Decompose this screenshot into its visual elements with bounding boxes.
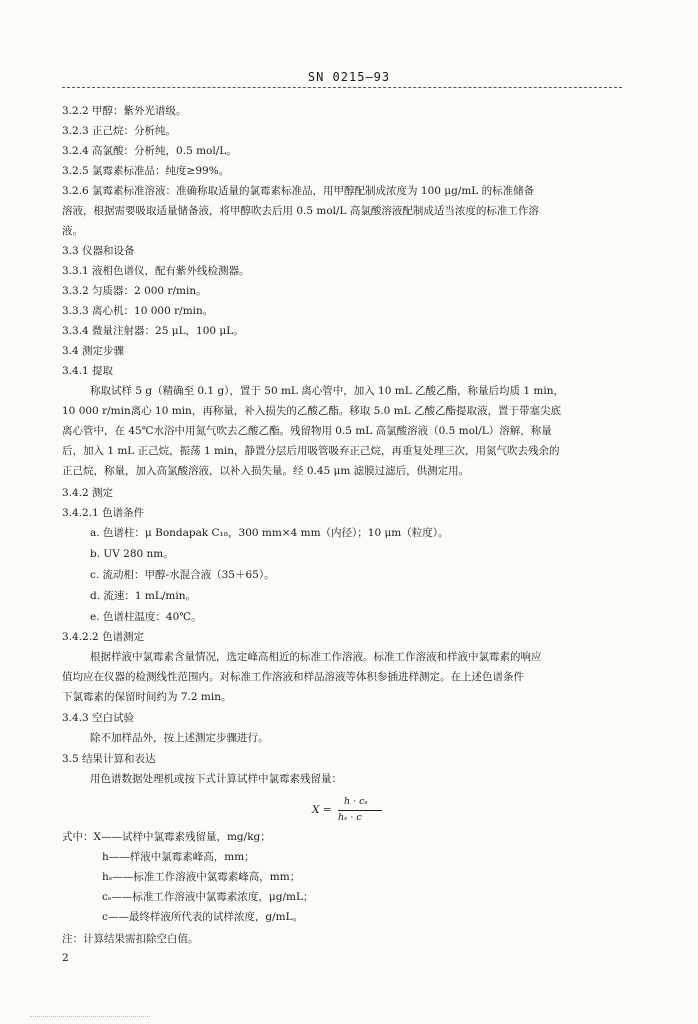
header-rule bbox=[62, 87, 622, 88]
condition-item-e: e. 色谱柱温度：40℃。 bbox=[90, 611, 202, 623]
formula-denominator: hₛ · c bbox=[338, 812, 362, 823]
clause-3-2-5: 3.2.5 氯霉素标准品：纯度≥99%。 bbox=[62, 165, 230, 177]
clause-3-2-4: 3.2.4 高氯酸：分析纯，0.5 mol/L。 bbox=[62, 145, 237, 157]
clause-3-2-3: 3.2.3 正己烷：分析纯。 bbox=[62, 125, 177, 137]
clause-3-4-3: 3.4.3 空白试验 bbox=[62, 712, 135, 724]
extraction-para-line: 离心管中，在 45℃水浴中用氮气吹去乙酸乙酯。残留物用 0.5 mL 高氯酸溶液（0.5 mol/L）溶解，称量 bbox=[62, 425, 552, 437]
symbol-definition-c: c——最终样液所代表的试样浓度，g/mL。 bbox=[102, 911, 304, 923]
page-number: 2 bbox=[62, 952, 69, 964]
extraction-para-line: 正己烷，称量，加入高氯酸溶液，以补入损失量。经 0.45 μm 滤膜过滤后，供测定用。 bbox=[62, 465, 470, 477]
extraction-para-line: 10 000 r/min离心 10 min，再称量，补入损失的乙酸乙酯。移取 5.0 mL 乙酸乙酯提取液，置于带塞尖底 bbox=[62, 405, 561, 417]
section-3-4-heading: 3.4 测定步骤 bbox=[62, 345, 125, 357]
section-3-5-heading: 3.5 结果计算和表达 bbox=[62, 753, 156, 765]
blank-test-text: 除不加样品外，按上述测定步骤进行。 bbox=[90, 732, 269, 744]
section-3-3-heading: 3.3 仪器和设备 bbox=[62, 245, 135, 257]
condition-item-d: d. 流速：1 mL/min。 bbox=[90, 590, 196, 602]
condition-item-a: a. 色谱柱：μ Bondapak C₁₈，300 mm×4 mm（内径）；10 μm（粒度）。 bbox=[90, 527, 449, 539]
symbol-definition-hs: hₛ——标准工作溶液中氯霉素峰高，mm； bbox=[102, 871, 301, 883]
clause-3-4-2-1: 3.4.2.1 色谱条件 bbox=[62, 507, 145, 519]
clause-3-2-6-cont: 溶液，根据需要吸取适量储备液，将甲醇吹去后用 0.5 mol/L 高氯酸溶液配制成适当浓度的标准工作溶 bbox=[62, 205, 539, 217]
note-blank-deduction: 注：计算结果需扣除空白值。 bbox=[62, 933, 199, 945]
extraction-para-line: 后，加入 1 mL 正己烷，振荡 1 min，静置分层后用吸管吸弃正己烷，再重复处理三次，用氮气吹去残余的 bbox=[62, 445, 560, 457]
clause-3-2-6: 3.2.6 氯霉素标准溶液：准确称取适量的氯霉素标准品，用甲醇配制成浓度为 100 μg/mL 的标准储备 bbox=[62, 185, 535, 197]
clause-3-3-4: 3.3.4 微量注射器：25 μL，100 μL。 bbox=[62, 325, 244, 337]
chromatography-para-line: 下氯霉素的保留时间约为 7.2 min。 bbox=[62, 691, 232, 703]
clause-3-4-2-2: 3.4.2.2 色谱测定 bbox=[62, 631, 145, 643]
symbol-definition-cs: cₛ——标准工作溶液中氯霉素浓度，μg/mL； bbox=[102, 891, 314, 903]
clause-3-3-3: 3.3.3 离心机：10 000 r/min。 bbox=[62, 305, 214, 317]
symbol-definition-h: h——样液中氯霉素峰高，mm； bbox=[102, 851, 255, 863]
calculation-intro: 用色谱数据处理机或按下式计算试样中氯霉素残留量： bbox=[90, 773, 342, 785]
chromatography-para-line: 值均应在仪器的检测线性范围内。对标准工作溶液和样品溶液等体积参插进样测定。在上述色谱条件 bbox=[62, 671, 524, 683]
clause-3-4-1: 3.4.1 提取 bbox=[62, 365, 114, 377]
condition-item-c: c. 流动相：甲醇-水混合液（35＋65）。 bbox=[90, 569, 275, 581]
clause-3-4-2: 3.4.2 测定 bbox=[62, 487, 114, 499]
clause-3-3-2: 3.3.2 匀质器：2 000 r/min。 bbox=[62, 285, 207, 297]
condition-item-b: b. UV 280 nm。 bbox=[90, 548, 174, 560]
formula-lhs: X = bbox=[312, 804, 332, 816]
clause-3-2-2: 3.2.2 甲醇：紫外光谱级。 bbox=[62, 105, 187, 117]
chromatography-para-line: 根据样液中氯霉素含量情况，选定峰高相近的标准工作溶液。标准工作溶液和样液中氯霉素的响应 bbox=[90, 651, 542, 663]
fraction-bar bbox=[338, 810, 382, 811]
formula-numerator: h · cₛ bbox=[344, 796, 368, 807]
extraction-para-line: 称取试样 5 g（精确至 0.1 g），置于 50 mL 离心管中，加入 10 mL 乙酸乙酯，称量后均质 1 min， bbox=[90, 385, 564, 397]
residue-formula bbox=[312, 796, 412, 826]
clause-3-2-6-end: 液。 bbox=[62, 225, 83, 237]
standard-code-header: SN 0215—93 bbox=[307, 70, 391, 84]
scan-artifact bbox=[30, 1016, 150, 1017]
symbol-definition-x: 式中：X——试样中氯霉素残留量，mg/kg； bbox=[62, 831, 271, 843]
clause-3-3-1: 3.3.1 液相色谱仪，配有紫外线检测器。 bbox=[62, 265, 250, 277]
